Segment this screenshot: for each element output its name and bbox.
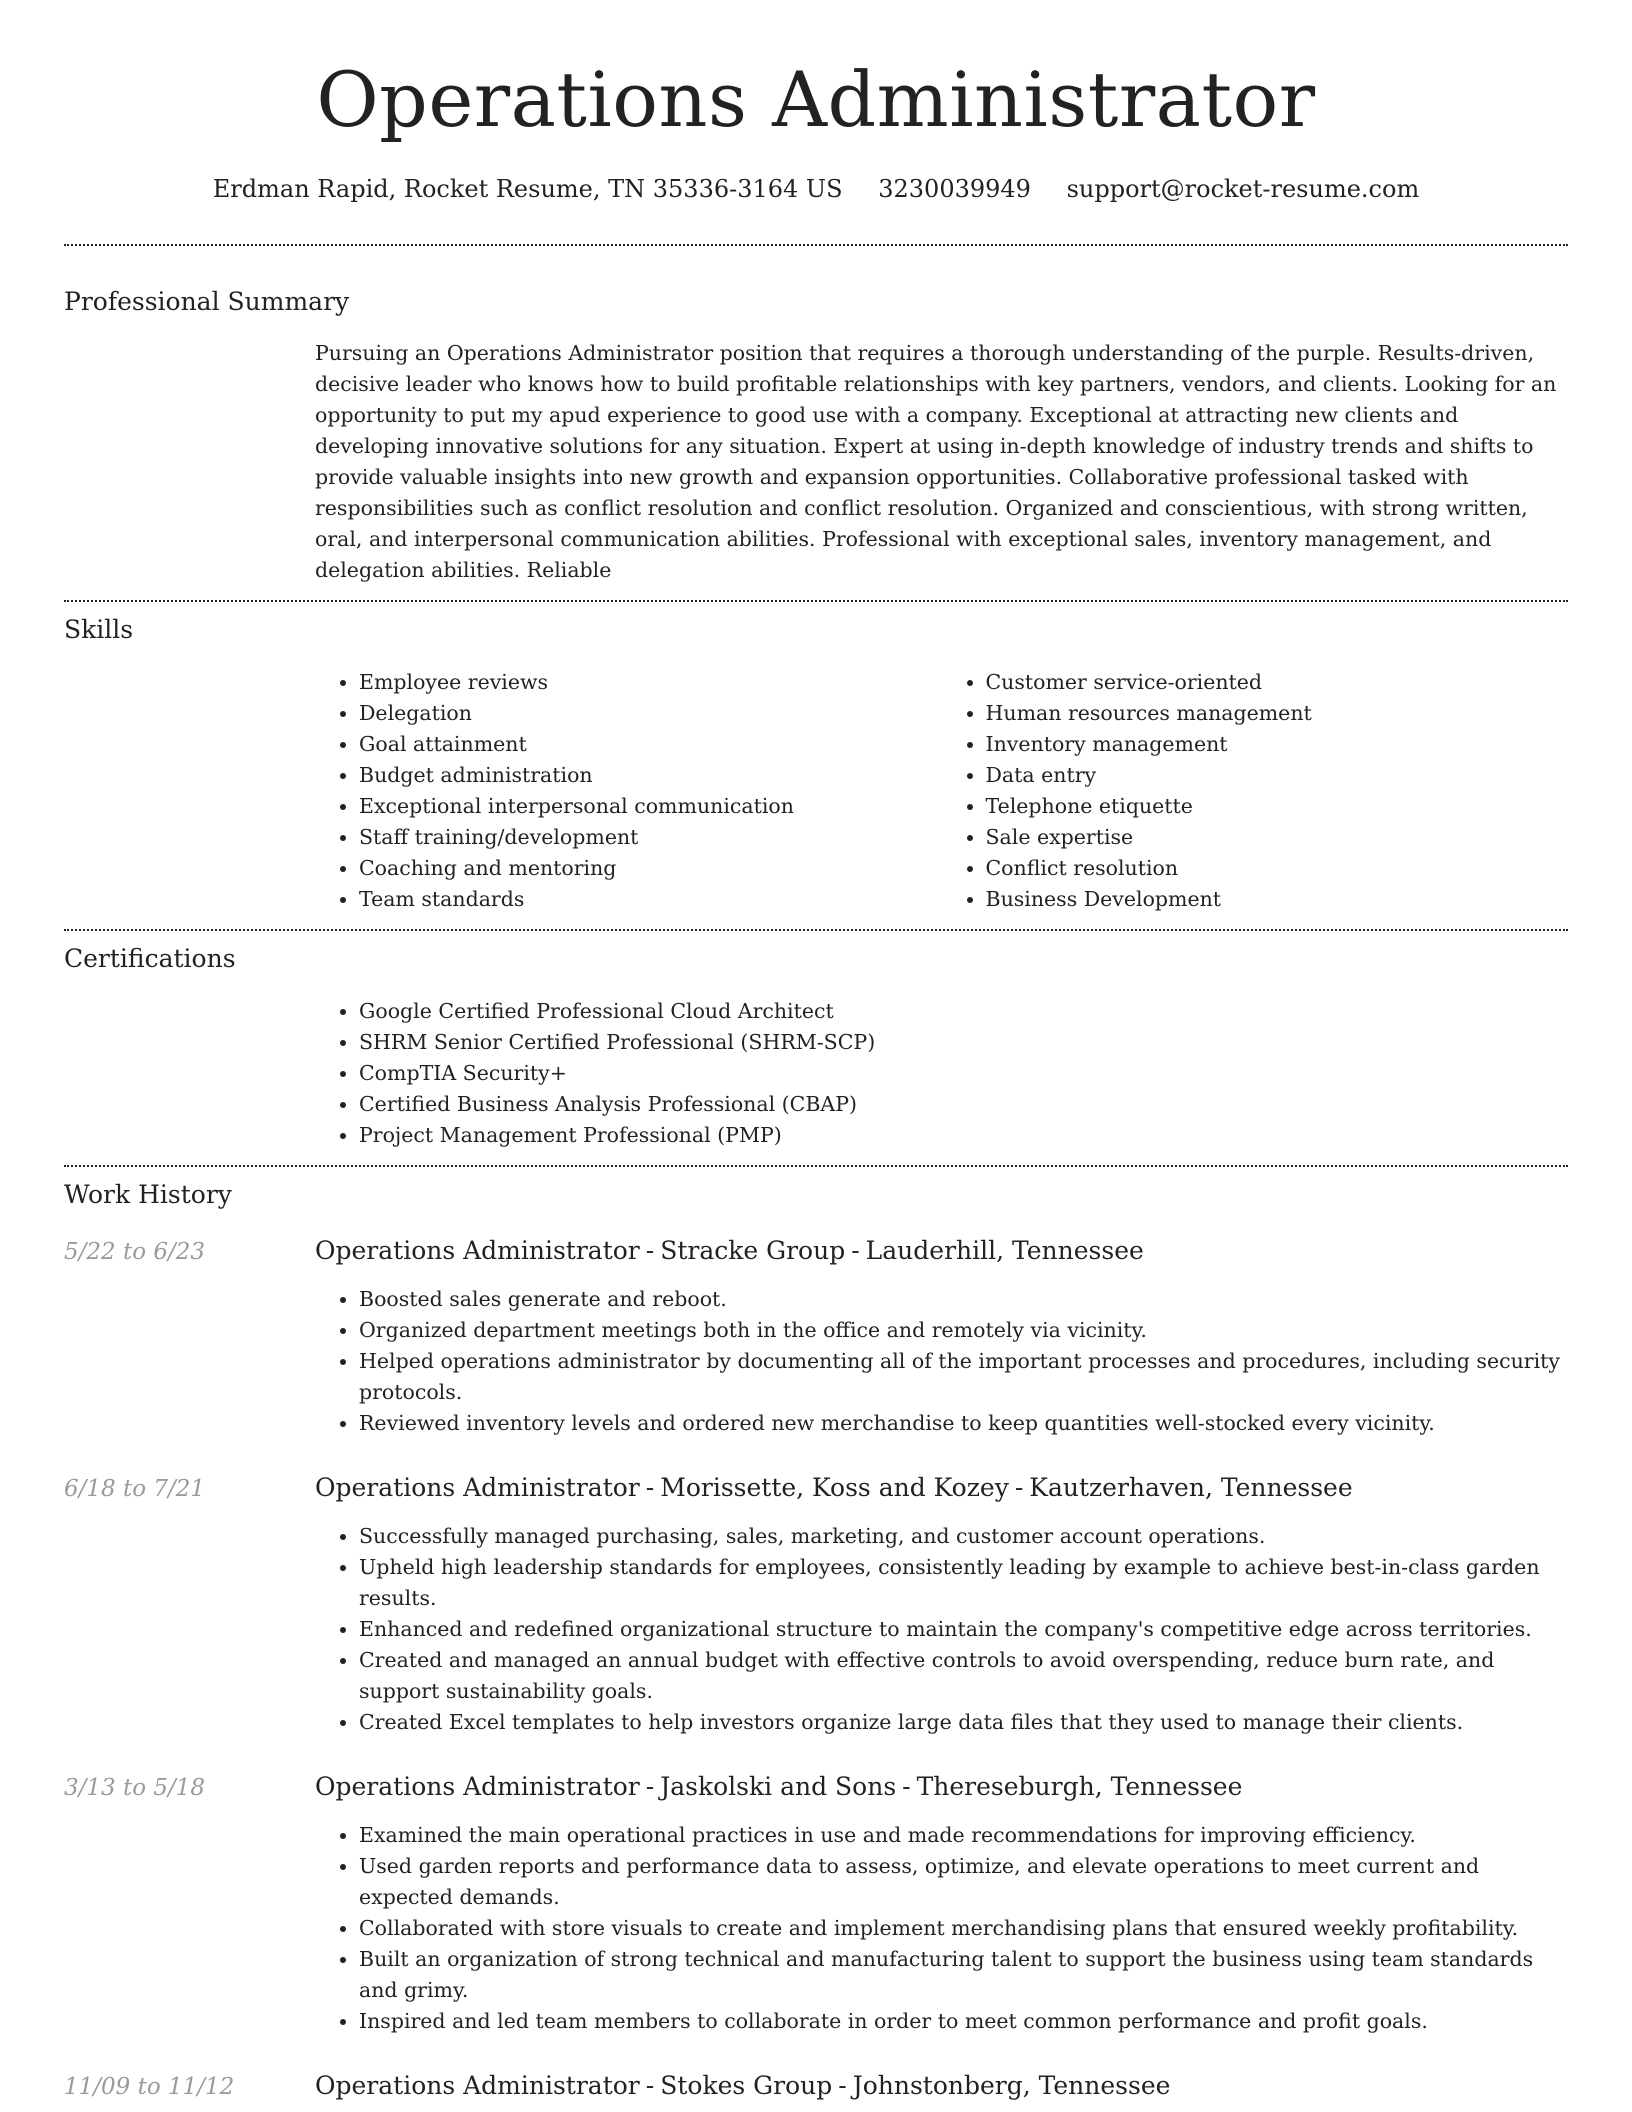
certification-item: • SHRM Senior Certified Professional (SHRM-SCP) <box>359 1027 1568 1058</box>
job-bullet: • Enhanced and redefined organizational structure to maintain the company's competitive edge across territories. <box>359 1614 1568 1645</box>
job-bullets <box>315 1284 1568 1439</box>
job-title: Operations Administrator - Stokes Group - Johnstonberg, Tennessee <box>315 2071 1171 2100</box>
job-dates: 5/22 to 6/23 <box>64 1239 206 1265</box>
certification-item: • Google Certified Professional Cloud Architect <box>359 996 1568 1027</box>
job-dates: 6/18 to 7/21 <box>64 1476 206 1502</box>
job-title: Operations Administrator - Jaskolski and Sons - Thereseburgh, Tennessee <box>315 1772 1243 1801</box>
skill-item: • Budget administration <box>359 760 942 791</box>
section-title-certifications: Certifications <box>64 944 236 973</box>
job-details <box>315 1521 1568 1738</box>
contact-phone[interactable]: 3230039949 <box>878 175 1031 203</box>
job-header <box>64 1771 1568 1804</box>
skill-item: • Human resources management <box>986 698 1569 729</box>
skill-item: • Staff training/development <box>359 822 942 853</box>
skill-item: • Telephone etiquette <box>986 791 1569 822</box>
summary-divider <box>64 600 1568 602</box>
certifications-list <box>315 996 1568 1151</box>
skill-item: • Delegation <box>359 698 942 729</box>
summary-body <box>315 338 1568 586</box>
job-bullet: • Upheld high leadership standards for employees, consistently leading by example to achieve best-in-class garden results. <box>359 1552 1568 1614</box>
job-bullet: • Reviewed inventory levels and ordered new merchandise to keep quantities well-stocked every vicinity. <box>359 1408 1568 1439</box>
job-dates: 11/09 to 11/12 <box>64 2074 235 2100</box>
job-bullet: • Created and managed an annual budget with effective controls to avoid overspending, reduce burn rate, and support sustainability goals. <box>359 1645 1568 1707</box>
job-location: Johnstonberg, Tennessee <box>852 2071 1171 2100</box>
skill-item: • Inventory management <box>986 729 1569 760</box>
job-title: Operations Administrator - Morissette, Koss and Kozey - Kautzerhaven, Tennessee <box>315 1473 1353 1502</box>
resume-page <box>64 0 1568 2103</box>
job-bullet: • Built an organization of strong technical and manufacturing talent to support the business using team standards and grimy. <box>359 1944 1568 2006</box>
contact-email[interactable]: support@rocket-resume.com <box>1066 175 1420 203</box>
job-bullet: • Examined the main operational practices in use and made recommendations for improving efficiency. <box>359 1820 1568 1851</box>
job-bullet: • Successfully managed purchasing, sales, marketing, and customer account operations. <box>359 1521 1568 1552</box>
summary-section <box>64 286 1568 586</box>
skills-grid <box>315 667 1568 915</box>
job-dates: 3/13 to 5/18 <box>64 1775 206 1801</box>
job-bullet: • Boosted sales generate and reboot. <box>359 1284 1568 1315</box>
job-bullet: • Created Excel templates to help investors organize large data files that they used to manage their clients. <box>359 1707 1568 1738</box>
skill-item: • Exceptional interpersonal communication <box>359 791 942 822</box>
skill-item: • Coaching and mentoring <box>359 853 942 884</box>
job-bullet: • Helped operations administrator by documenting all of the important processes and procedures, including security protocols. <box>359 1346 1568 1408</box>
job-bullet: • Inspired and led team members to collaborate in order to meet common performance and profit goals. <box>359 2006 1568 2037</box>
skill-item: • Customer service-oriented <box>986 667 1569 698</box>
job-entry <box>64 1472 1568 1738</box>
certifications-divider <box>64 1165 1568 1167</box>
header-divider <box>64 244 1568 246</box>
skills-divider <box>64 929 1568 931</box>
contact-address: Erdman Rapid, Rocket Resume, TN 35336-3164 US <box>212 175 843 203</box>
skill-item: • Conflict resolution <box>986 853 1569 884</box>
certifications-section <box>64 943 1568 1151</box>
skill-item: • Sale expertise <box>986 822 1569 853</box>
job-company: Stracke Group <box>660 1236 846 1265</box>
job-company: Stokes Group <box>660 2071 833 2100</box>
job-details <box>315 1284 1568 1439</box>
contact-line <box>64 174 1568 204</box>
job-company: Jaskolski and Sons <box>660 1772 897 1801</box>
job-entry <box>64 2070 1568 2103</box>
job-title: Operations Administrator - Stracke Group - Lauderhill, Tennessee <box>315 1236 1144 1265</box>
summary-text: Pursuing an Operations Administrator position that requires a thorough understanding of the purple. Results-driven, decisive leader who knows how to build profitable relationships with key partners, vendors, and clients. Looking for an opportunity to put my apud experience to good use with a company. Exceptional at attracting new clients and developing innovative solutions for any situation. Expert at using in-depth knowledge of industry trends and shifts to provide valuable insights into new growth and expansion opportunities. Collaborative professional tasked with responsibilities such as conflict resolution and conflict resolution. Organized and conscientious, with strong written, oral, and interpersonal communication abilities. Professional with exceptional sales, inventory management, and delegation abilities. Reliable <box>315 341 1557 582</box>
certification-item: • CompTIA Security+ <box>359 1058 1568 1089</box>
job-header <box>64 2070 1568 2103</box>
skills-list-left <box>315 667 942 915</box>
certification-item: • Project Management Professional (PMP) <box>359 1120 1568 1151</box>
certification-item: • Certified Business Analysis Professional (CBAP) <box>359 1089 1568 1120</box>
section-title-work-history: Work History <box>64 1180 232 1209</box>
job-company: Morissette, Koss and Kozey <box>660 1473 1009 1502</box>
job-role: Operations Administrator <box>315 2071 640 2100</box>
section-title-skills: Skills <box>64 615 134 644</box>
job-role: Operations Administrator <box>315 1236 640 1265</box>
skill-item: • Data entry <box>986 760 1569 791</box>
skill-item: • Goal attainment <box>359 729 942 760</box>
job-header <box>64 1472 1568 1505</box>
section-title-summary: Professional Summary <box>64 287 350 316</box>
job-bullet: • Used garden reports and performance data to assess, optimize, and elevate operations to meet current and expected demands. <box>359 1851 1568 1913</box>
work-history-section <box>64 1179 1568 2103</box>
skill-item: • Employee reviews <box>359 667 942 698</box>
job-details <box>315 1820 1568 2037</box>
skill-item: • Business Development <box>986 884 1569 915</box>
job-bullets <box>315 1521 1568 1738</box>
job-bullet: • Collaborated with store visuals to create and implement merchandising plans that ensured weekly profitability. <box>359 1913 1568 1944</box>
skills-section <box>64 614 1568 915</box>
skill-item: • Team standards <box>359 884 942 915</box>
resume-name: Operations Administrator <box>316 55 1316 144</box>
job-bullet: • Organized department meetings both in the office and remotely via vicinity. <box>359 1315 1568 1346</box>
job-entry <box>64 1771 1568 2037</box>
skills-list-right <box>942 667 1569 915</box>
job-entry <box>64 1235 1568 1439</box>
certifications-body <box>315 996 1568 1151</box>
job-location: Thereseburgh, Tennessee <box>916 1772 1243 1801</box>
job-location: Kautzerhaven, Tennessee <box>1029 1473 1353 1502</box>
job-location: Lauderhill, Tennessee <box>865 1236 1144 1265</box>
job-bullets <box>315 1820 1568 2037</box>
job-role: Operations Administrator <box>315 1772 640 1801</box>
job-role: Operations Administrator <box>315 1473 640 1502</box>
job-header <box>64 1235 1568 1268</box>
